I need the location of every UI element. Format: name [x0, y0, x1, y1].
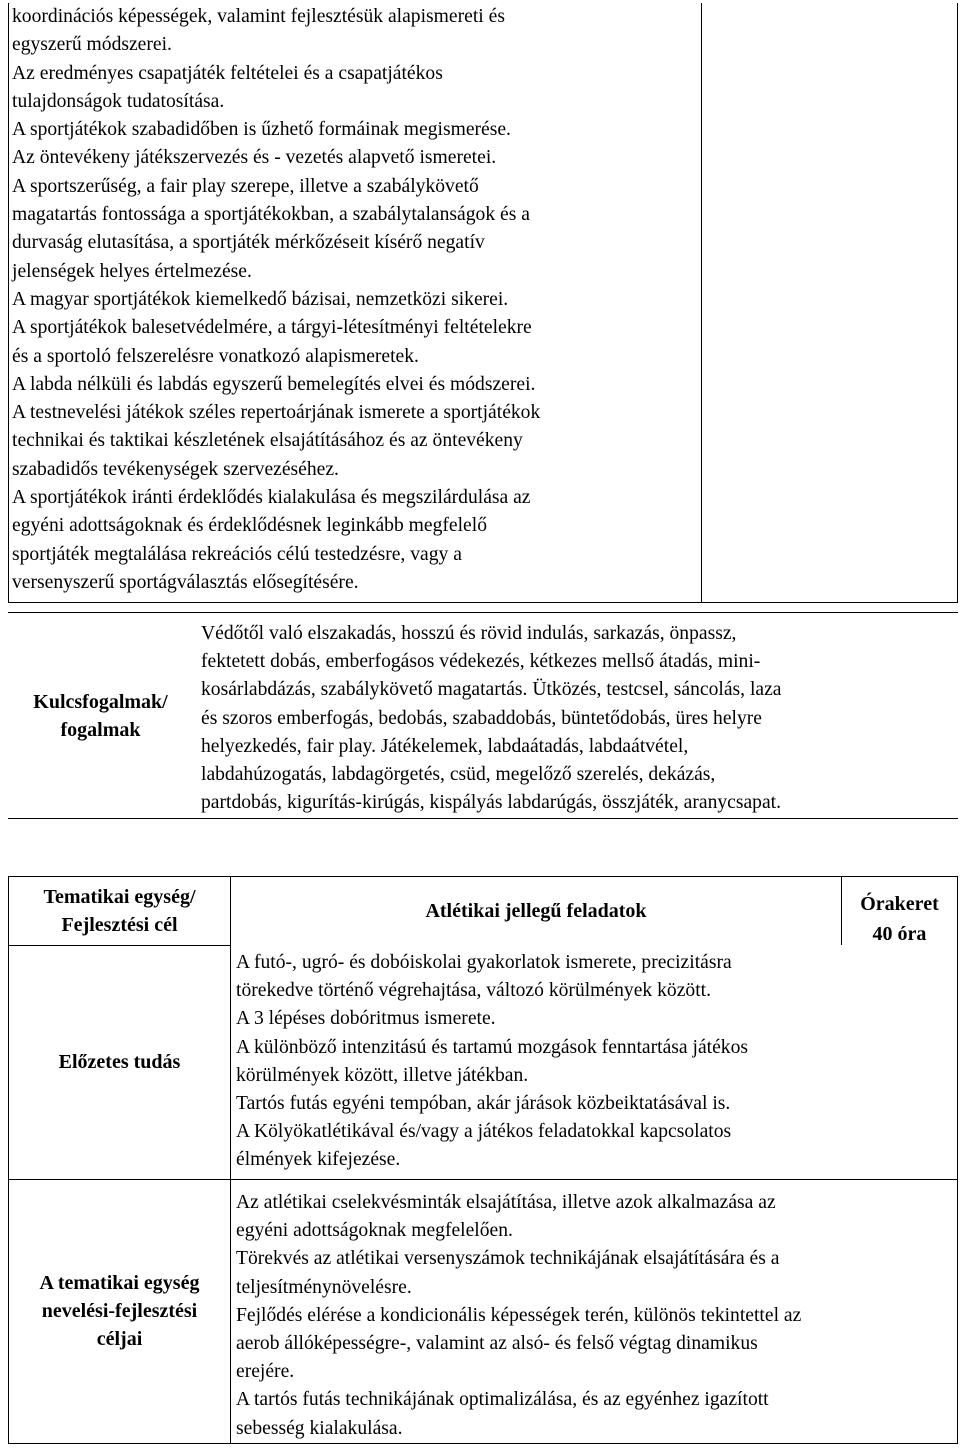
text-line: és szoros emberfogás, bedobás, szabaddobás, büntetődobás, üres helyre: [201, 707, 762, 729]
text-line: versenyszerű sportágválasztás elősegítésére.: [12, 571, 359, 593]
hours-label: Órakeret: [860, 893, 939, 915]
goals-text: [231, 1189, 957, 1443]
text-line: labdahúzogatás, labdagörgetés, csüd, megelőző szerelés, dekázás,: [201, 763, 716, 785]
hours-value: 40 óra: [872, 923, 927, 945]
key-concepts-label: [8, 613, 193, 818]
text-line: A sportjátékok balesetvédelmére, a tárgyi-létesítményi feltételekre: [12, 317, 532, 339]
text-line: A különböző intenzitású és tartamú mozgások fenntartása játékos: [236, 1036, 749, 1058]
text-line: technikai és taktikai készletének elsajátításához és az öntevékeny: [12, 430, 523, 452]
hours-cell: [841, 877, 957, 945]
text-line: A tartós futás technikájának optimalizálása, és az egyénhez igazított: [236, 1389, 769, 1411]
key-concepts-label-line: Kulcsfogalmak/: [33, 690, 168, 713]
text-line: helyezkedés, fair play. Játékelemek, labdaátadás, labdaátvétel,: [201, 735, 689, 757]
key-concepts-text: [201, 620, 953, 817]
text-line: kosárlabdázás, szabálykövető magatartás. Ütközés, testcsel, sáncolás, laza: [201, 679, 782, 701]
text-line: A sportjátékok iránti érdeklődés kialakulása és megszilárdulása az: [12, 487, 531, 509]
key-concepts-row: [8, 612, 958, 819]
text-line: fektetett dobás, emberfogásos védekezés, kétkezes mellső átadás, mini-: [201, 651, 761, 673]
text-line: erejére.: [236, 1361, 295, 1383]
continuation-text: [12, 3, 698, 597]
text-line: egyszerű módszerei.: [12, 34, 172, 56]
text-line: A magyar sportjátékok kiemelkedő bázisai, nemzetközi sikerei.: [12, 288, 509, 310]
text-line: A sportjátékok szabadidőben is űzhető formáinak megismerése.: [12, 119, 511, 141]
text-line: egyéni adottságoknak megfelelően.: [236, 1220, 513, 1242]
text-line: koordinációs képességek, valamint fejlesztésük alapismereti és: [12, 6, 505, 27]
unit-header-label: [9, 877, 231, 945]
text-line: egyéni adottságoknak és érdeklődésnek leginkább megfelelő: [12, 515, 487, 537]
text-line: A testnevelési játékok széles repertoárjának ismerete a sportjátékok: [12, 402, 541, 424]
text-line: A labda nélküli és labdás egyszerű bemelegítés elvei és módszerei.: [12, 373, 536, 395]
text-line: és a sportoló felszerelésre vonatkozó alapismeretek.: [12, 345, 419, 367]
text-line: Az eredményes csapatjáték feltételei és a csapatjátékos: [12, 62, 443, 84]
text-line: A sportszerűség, a fair play szerepe, illetve a szabálykövető: [12, 175, 479, 197]
text-line: körülmények között, illetve játékban.: [236, 1064, 529, 1086]
text-line: szabadidős tevékenységek szervezéséhez.: [12, 458, 339, 480]
goals-label-line: céljai: [96, 1328, 143, 1350]
text-line: Védőtől való elszakadás, hosszú és rövid indulás, sarkazás, önpassz,: [201, 623, 737, 644]
text-line: Tartós futás egyéni tempóban, akár járások közbeiktatásával is.: [236, 1092, 731, 1114]
empty-right-column: [701, 3, 702, 602]
unit-header-label-line: Tematikai egység/: [43, 886, 196, 908]
prior-knowledge-label-text: Előzetes tudás: [58, 1051, 181, 1073]
athletics-table: [8, 876, 958, 1444]
text-line: durvaság elutasítása, a sportjáték mérkőzéseit kísérő negatív: [12, 232, 485, 254]
goals-label: [9, 1179, 231, 1443]
text-line: törekedve történő végrehajtása, változó körülmények között.: [236, 980, 711, 1002]
text-line: tulajdonságok tudatosítása.: [12, 90, 225, 112]
unit-title-text: Atlétikai jellegű feladatok: [425, 899, 647, 922]
continuation-table: [8, 3, 958, 603]
unit-title: [231, 877, 841, 945]
goals-label-line: A tematikai egység: [39, 1272, 200, 1294]
prior-knowledge-label: [9, 945, 231, 1179]
prior-knowledge-text: [231, 949, 957, 1175]
text-line: sportjáték megtalálása rekreációs célú testedzésre, vagy a: [12, 543, 462, 565]
text-line: A Kölyökatlétikával és/vagy a játékos feladatokkal kapcsolatos: [236, 1121, 732, 1143]
unit-header-label-line: Fejlesztési cél: [61, 914, 178, 936]
text-line: jelenségek helyes értelmezése.: [12, 260, 252, 282]
text-line: A 3 lépéses dobóritmus ismerete.: [236, 1008, 496, 1030]
text-line: sebesség kialakulása.: [236, 1417, 403, 1439]
text-line: magatartás fontossága a sportjátékokban, a szabálytalanságok és a: [12, 204, 530, 226]
text-line: teljesítménynövelésre.: [236, 1276, 412, 1298]
text-line: Az öntevékeny játékszervezés és - vezetés alapvető ismeretei.: [12, 147, 497, 169]
text-line: aerob állóképességre-, valamint az alsó- és felső végtag dinamikus: [236, 1332, 758, 1354]
text-line: Fejlődés elérése a kondicionális képességek terén, különös tekintettel az: [236, 1304, 802, 1326]
text-line: Az atlétikai cselekvésminták elsajátítása, illetve azok alkalmazása az: [236, 1192, 776, 1213]
text-line: Törekvés az atlétikai versenyszámok technikájának elsajátítására és a: [236, 1248, 780, 1270]
text-line: A futó-, ugró- és dobóiskolai gyakorlatok ismerete, precizitásra: [236, 952, 732, 973]
goals-label-line: nevelési-fejlesztési: [41, 1300, 198, 1322]
text-line: élmények kifejezése.: [236, 1149, 401, 1171]
text-line: partdobás, kigurítás-kirúgás, kispályás labdarúgás, összjáték, aranycsapat.: [201, 792, 782, 814]
key-concepts-label-line: fogalmak: [60, 718, 141, 741]
